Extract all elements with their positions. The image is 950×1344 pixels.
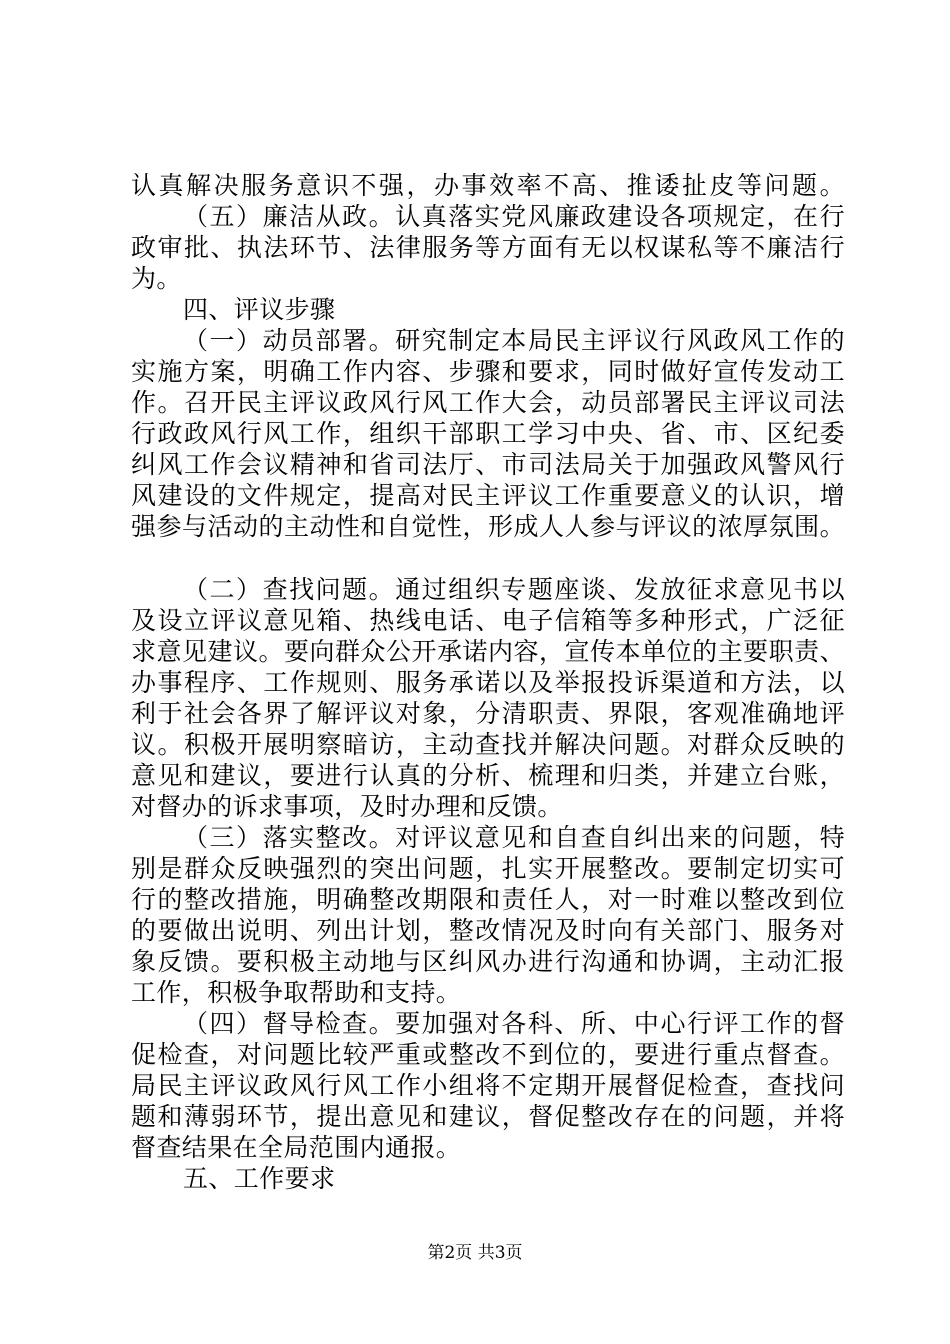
text-line: 强参与活动的主动性和自觉性，形成人人参与评议的浓厚氛围。 [131, 512, 845, 541]
text-line: 的要做出说明、列出计划，整改情况及时向有关部门、服务对 [131, 916, 845, 945]
text-line: 题和薄弱环节，提出意见和建议，督促整改存在的问题，并将 [131, 1102, 845, 1131]
text-line: 认真解决服务意识不强，办事效率不高、推诿扯皮等问题。 [131, 171, 845, 200]
text-line: 工作，积极争取帮助和支持。 [131, 978, 462, 1007]
text-line: 求意见建议。要向群众公开承诺内容，宣传本单位的主要职责、 [131, 637, 845, 666]
text-line: 作。召开民主评议政风行风工作大会，动员部署民主评议司法 [131, 388, 845, 417]
section-heading: 五、工作要求 [183, 1164, 336, 1193]
text-line: 督查结果在全局范围内通报。 [131, 1133, 462, 1162]
text-line: （一）动员部署。研究制定本局民主评议行风政风工作的 [183, 326, 845, 355]
text-line: 促检查，对问题比较严重或整改不到位的，要进行重点督查。 [131, 1040, 845, 1069]
text-line: （四）督导检查。要加强对各科、所、中心行评工作的督 [183, 1009, 845, 1038]
section-heading: 四、评议步骤 [183, 295, 336, 324]
text-line: 意见和建议，要进行认真的分析、梳理和归类，并建立台账， [131, 761, 845, 790]
text-line: 对督办的诉求事项，及时办理和反馈。 [131, 792, 563, 821]
text-line: 为。 [131, 264, 182, 293]
text-line: 纠风工作会议精神和省司法厅、市司法局关于加强政风警风行 [131, 450, 845, 479]
text-line: 风建设的文件规定，提高对民主评议工作重要意义的认识，增 [131, 481, 845, 510]
paragraph-gap [131, 542, 845, 574]
text-line: （二）查找问题。通过组织专题座谈、发放征求意见书以 [183, 575, 845, 604]
page-number-footer: 第2页 共3页 [427, 1243, 523, 1263]
text-line: 利于社会各界了解评议对象，分清职责、界限，客观准确地评 [131, 699, 845, 728]
text-line: （三）落实整改。对评议意见和自查自纠出来的问题，特 [183, 823, 845, 852]
text-line: 局民主评议政风行风工作小组将不定期开展督促检查，查找问 [131, 1071, 845, 1100]
text-line: （五）廉洁从政。认真落实党风廉政建设各项规定，在行 [183, 202, 845, 231]
text-line: 实施方案，明确工作内容、步骤和要求，同时做好宣传发动工 [131, 357, 845, 386]
text-line: 议。积极开展明察暗访，主动查找并解决问题。对群众反映的 [131, 730, 845, 759]
text-line: 办事程序、工作规则、服务承诺以及举报投诉渠道和方法，以 [131, 668, 845, 697]
text-line: 行的整改措施，明确整改期限和责任人，对一时难以整改到位 [131, 885, 845, 914]
text-line: 别是群众反映强烈的突出问题，扎实开展整改。要制定切实可 [131, 854, 845, 883]
text-line: 及设立评议意见箱、热线电话、电子信箱等多种形式，广泛征 [131, 606, 845, 635]
text-line: 政审批、执法环节、法律服务等方面有无以权谋私等不廉洁行 [131, 233, 845, 262]
text-line: 象反馈。要积极主动地与区纠风办进行沟通和协调，主动汇报 [131, 947, 845, 976]
document-body [131, 170, 845, 1194]
text-line: 行政政风行风工作，组织干部职工学习中央、省、市、区纪委 [131, 419, 845, 448]
